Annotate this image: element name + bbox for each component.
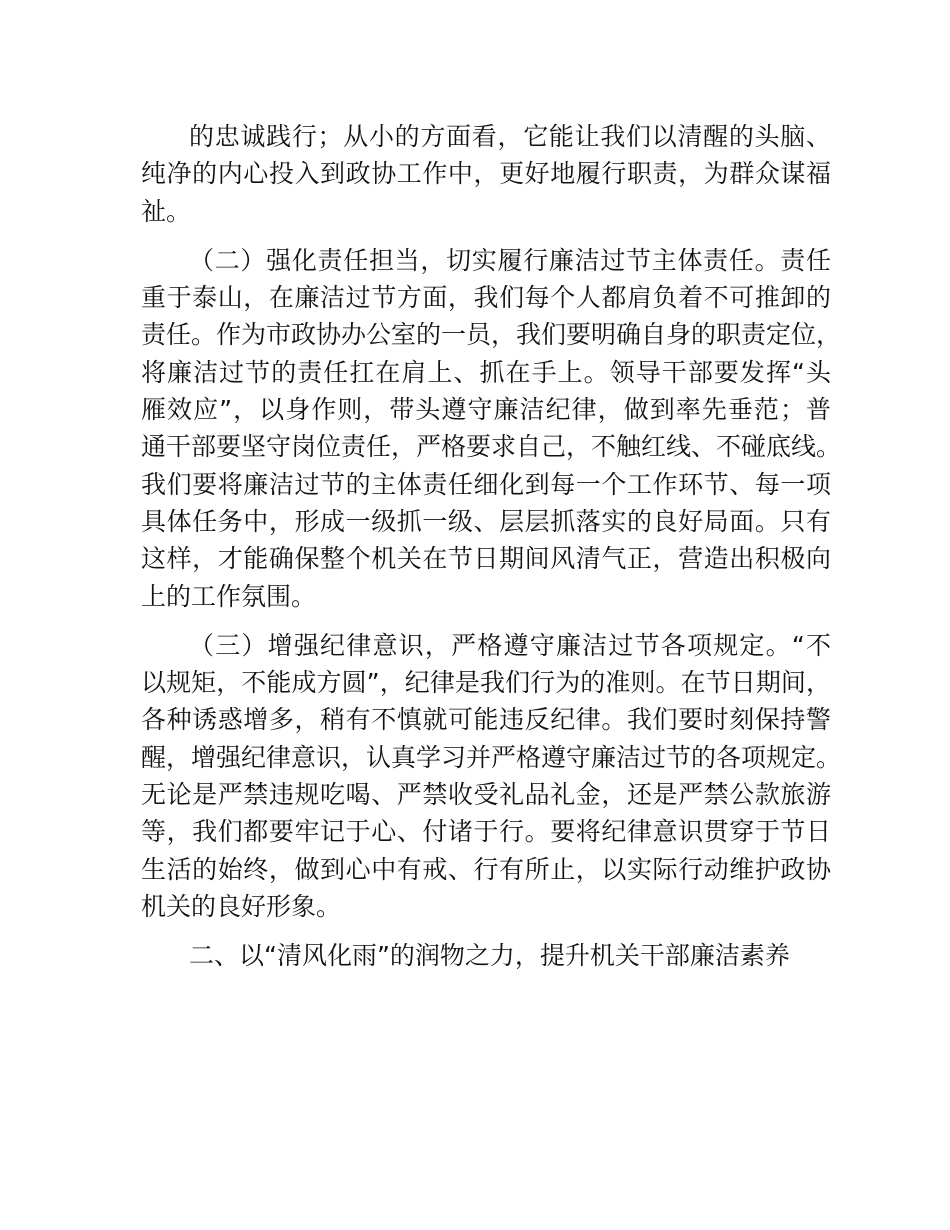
text-line: 这样，才能确保整个机关在节日期间风清气正，营造出积极向 [141, 544, 831, 574]
document-body [141, 118, 842, 987]
text-line: 具体任务中，形成一级抓一级、层层抓落实的良好局面。只有 [141, 506, 831, 536]
text-line: 将廉洁过节的责任扛在肩上、抓在手上。领导干部要发挥“头 [141, 357, 831, 387]
section-heading [141, 937, 831, 974]
text-line: 等，我们都要牢记于心、付诸于行。要将纪律意识贯穿于节日 [141, 817, 831, 847]
paragraph-continuation [141, 118, 831, 230]
text-line: 祉。 [141, 196, 192, 226]
text-line: 无论是严禁违规吃喝、严禁收受礼品礼金，还是严禁公款旅游 [141, 780, 831, 810]
text-line: 生活的始终，做到心中有戒、行有所止，以实际行动维护政协 [141, 854, 831, 884]
text-line: 重于泰山，在廉洁过节方面，我们每个人都肩负着不可推卸的 [141, 283, 831, 313]
text-line: 的忠诚践行；从小的方面看，它能让我们以清醒的头脑、 [189, 122, 831, 151]
text-line: 通干部要坚守岗位责任，严格要求自己，不触红线、不碰底线。 [141, 432, 842, 462]
text-line: 各种诱惑增多，稍有不慎就可能违反纪律。我们要时刻保持警 [141, 705, 831, 735]
text-line: 我们要将廉洁过节的主体责任细化到每一个工作环节、每一项 [141, 469, 831, 499]
text-line: 醒，增强纪律意识，认真学习并严格遵守廉洁过节的各项规定。 [141, 742, 842, 772]
text-line: 上的工作氛围。 [141, 581, 317, 611]
text-line: 雁效应”，以身作则，带头遵守廉洁纪律，做到率先垂范；普 [141, 395, 831, 425]
paragraph-section-2 [141, 242, 842, 615]
text-line: 责任。作为市政协办公室的一员，我们要明确自身的职责定位， [141, 320, 842, 350]
text-line: 机关的良好形象。 [141, 891, 342, 921]
text-line: （二）强化责任担当，切实履行廉洁过节主体责任。责任 [189, 245, 831, 275]
heading-line: 二、以“清风化雨”的润物之力，提升机关干部廉洁素养 [189, 941, 790, 971]
text-line: 纯净的内心投入到政协工作中，更好地履行职责，为群众谋福 [141, 159, 831, 189]
paragraph-section-3 [141, 627, 842, 925]
text-line: 以规矩，不能成方圆”，纪律是我们行为的准则。在节日期间， [141, 668, 831, 698]
text-line: （三）增强纪律意识，严格遵守廉洁过节各项规定。“不 [189, 630, 831, 660]
